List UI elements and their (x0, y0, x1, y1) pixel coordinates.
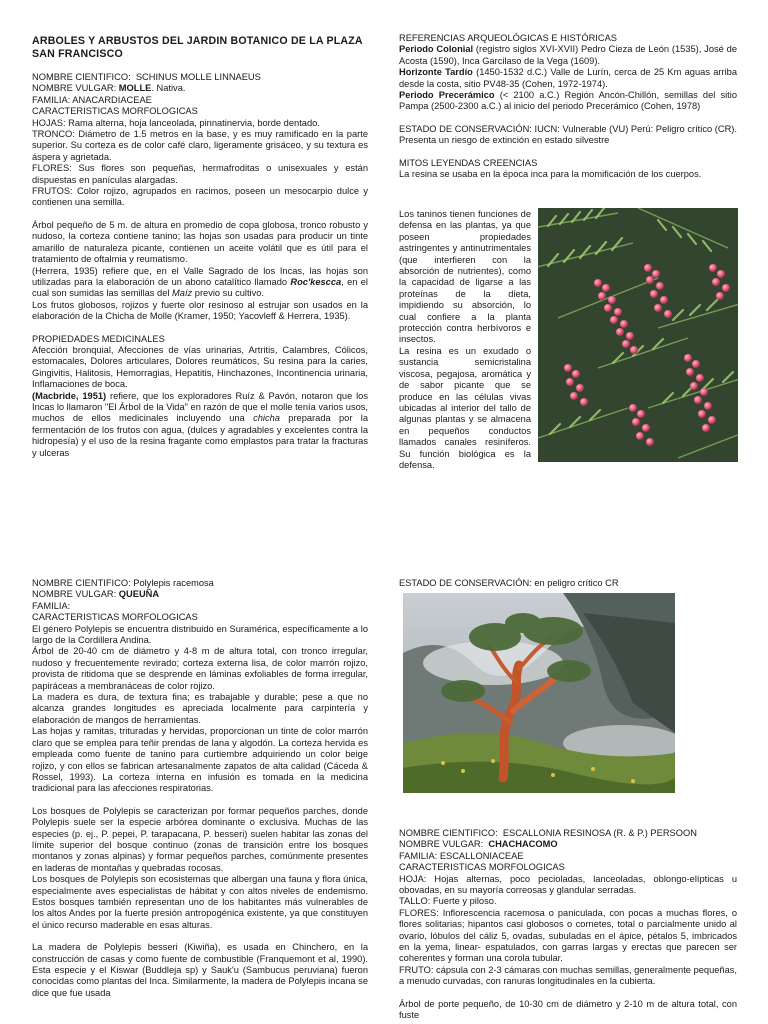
preceramic-period (399, 90, 737, 113)
conservation-status: ESTADO DE CONSERVACIÓN: en peligro crítico CR (399, 578, 619, 588)
tree-description: Árbol de porte pequeño, de 10-30 cm de diámetro y 2-10 m de altura total, con fuste (399, 998, 737, 1021)
wood-paragraph: La madera es dura, de textura fina; es trabajable y durable; pese a que no alcanza grandes longitudes es apreciada localmente para carpintería y elaboración de mangos de herramientas. (32, 692, 368, 725)
references-heading: REFERENCIAS ARQUEOLÓGICAS E HISTÓRICAS (399, 33, 618, 43)
common-name-note: . Nativa. (151, 83, 186, 94)
late-horizon-text: (1450-1532 d.C.) Valle de Lurín, cerca de 25 Km aguas arriba desde la costa, sitio PV48-35 (Cohen, 1972-1974). (399, 67, 737, 89)
conservation-status: ESTADO DE CONSERVACIÓN: IUCN: Vulnerable (VU) Perú: Peligro crítico (CR). Presenta un riesgo de extinción en estado silvestre (399, 123, 737, 146)
tannin-resin-text (399, 209, 531, 471)
page-title: ARBOLES Y ARBUSTOS DEL JARDIN BOTANICO DE LA PLAZA SAN FRANCISCO (32, 35, 363, 60)
chinchero-paragraph: La madera de Polylepis besseri (Kiwiña), es usada en Chinchero, en la construcción de casas y como fuente de combustible (Franquemont et al, 1990). Esta especie y el Kiswar (Buddleja sp) y Sauk'u (Sambucus peruviana) fueron conocidas como plantas del Inca. Similarmente, la madera de Polylepis incana se dice que fue usada (32, 942, 368, 998)
family: FAMILIA: (32, 600, 71, 611)
myths-heading: MITOS LEYENDAS CREENCIAS (399, 157, 538, 168)
maiz-term: Maíz (172, 288, 193, 299)
common-name-value: MOLLE (118, 83, 152, 94)
colonial-period (399, 44, 737, 67)
common-name-label: NOMBRE VULGAR: (399, 839, 484, 850)
leaf-text: HOJA: Hojas alternas, poco pecioladas, lanceoladas, oblongo-elípticas u obovadas, en su mayoría correosas y glandular serradas. (399, 873, 737, 896)
molle-photo-illustration (538, 208, 738, 462)
medicinal-text: Afección bronquial, Afecciones de vías urinarias, Artritis, Calambres, Cólicos, estomacales, Dolores articulares, Dolores reumáticos, Su resina para la caries, Gingivitis, Halitosis, Hemorragias, Hepatitis, Hinchazones, Incontinencia urinaria, Inflamaciones de boca. (32, 344, 368, 390)
scientific-name-value: Polylepis racemosa (133, 578, 214, 588)
colonial-text: (registro siglos XVI-XVII) Pedro Cieza de León (1535), José de Acosta (1590), Inca Garcilaso de la Vega (1609). (399, 44, 737, 66)
stem-text: TALLO: Fuerte y piloso. (399, 896, 497, 907)
scientific-name-value: SCHINUS MOLLE LINNAEUS (135, 72, 261, 82)
forests-paragraph: Los bosques de Polylepis se caracterizan por formar pequeños parches, donde Polylepis suele ser la especie arbórea dominante o exclusiva. Muchas de las especies (p. ej., P. pepei, P. tarapacana, P. besseri) suelen habitar las zonas del límite superior del bosque continuo (zonas de transición entre los bosques montanos y zonas alpinas) y formar pequeños parches, comúnmente presentes en laderas de montañas y quebradas rocosas. (32, 805, 368, 873)
tree-description: Árbol de 20-40 cm de diámetro y 4-8 m de altura total, con tronco irregular, nudoso y frecuentemente revirado; corteza externa lisa, de color marrón rojizo, provista de ritidoma que se desprende en láminas exfoliables de forma irregular, papiráceas a membranáceas de color rojizo. (32, 646, 368, 691)
globose-fruits-paragraph: Los frutos globosos, rojizos y fuerte olor resinoso al estrujar son usados en la elaboración de la Chicha de Molle (Kramer, 1950; Yacovleff & Herrera, 1935). (32, 299, 368, 322)
distribution-paragraph: El género Polylepis se encuentra distribuido en Suramérica, específicamente a lo largo de la Cordillera Andina. (32, 623, 368, 646)
scientific-name (32, 578, 368, 589)
scientific-name-value: ESCALLONIA RESINOSA (R. & P.) PERSOON (502, 828, 697, 838)
fruit-text: FRUTO: cápsula con 2-3 cámaras con muchas semillas, generalmente pequeñas, a menudo curvadas, con ranuras longitudinales en la cubierta. (399, 964, 737, 987)
flowers-text: FLORES: Sus flores son pequeñas, hermafroditas o unisexuales y están dispuestas en panículas alargadas. (32, 163, 368, 185)
rockescca-term: Roc'kescca (290, 276, 342, 287)
herrera-text-a: (Herrera, 1935) refiere que, en el Valle Sagrado de los Incas, las hojas son utilizadas para la elaboración de un abono catalítico llamado (32, 265, 368, 287)
flowers-text: FLORES: Inflorescencia racemosa o paniculada, con pocas a muchas flores, o flores solitarias; hipantos casi globosos o cornetes, total o parcialmente unido al ovario, lóbulos del cáliz 5, ovadas, subuladas en el ápice, pétalos 5, imbricados en la yema, linear- espatulados, con garras largas y erectas que parecen ser coherentes y forman una corola tubular. (399, 907, 737, 964)
chachacomo-section (399, 828, 737, 1022)
molle-section (32, 35, 368, 459)
resin-paragraph: La resina es un exudado o sustancia semicristalina viscosa, pegajosa, aromática y de sabor picante que se produce en las células vivas ubicadas al interior del tallo de algunas plantas y se almacena en pequeños conductos llamados canales resiníferos. Su función biológica es la defensa. (399, 345, 531, 470)
scientific-name-label: NOMBRE CIENTIFICO: (32, 578, 131, 588)
medicinal-heading: PROPIEDADES MEDICINALES (32, 333, 165, 344)
common-name-label: NOMBRE VULGAR: (32, 589, 117, 600)
fruits-text: FRUTOS: Color rojizo, agrupados en racimos, poseen un mesocarpio dulce y contienen una semilla. (32, 186, 368, 208)
scientific-name-label: NOMBRE CIENTIFICO: (399, 828, 498, 838)
ecosystem-paragraph: Los bosques de Polylepis son ecosistemas que albergan una fauna y flora única, especialmente aves especialistas de hábitat y con altos niveles de endemismo. Estos bosques también representan uno de los habitantes más vulnerables de los altos Andes por la fuerte presión antropogénica existente, ya que constituyen el único recurso maderable en esas alturas. (32, 874, 368, 930)
tannins-paragraph: Los taninos tienen funciones de defensa en las plantas, ya que poseen propiedades astringentes y antinutrimentales (que interfieren con la absorción de nutrientes), como la capacidad de ligarse a las proteínas de la dieta, impidiendo su absorción, lo cual confiere a la planta protección contra herbívoros e insectos. (399, 209, 531, 345)
common-name (32, 83, 368, 94)
morphology-heading: CARACTERISTICAS MORFOLOGICAS (32, 612, 198, 623)
common-name-value: CHACHACOMO (488, 839, 558, 850)
common-name (399, 839, 737, 850)
macbride-paragraph (32, 391, 368, 459)
trunk-text: TRONCO: Diámetro de 1.5 metros en la base, y es muy ramificado en la parte superior. Su corteza es de color café claro, ligeramente grisáceo, y su textura es áspera y agrietada. (32, 129, 368, 162)
late-horizon-label: Horizonte Tardío (399, 67, 473, 78)
herrera-text-c: previo su cultivo. (192, 288, 265, 299)
preceramic-text: (< 2100 a.C.) Región Ancón-Chillón, semillas del sitio Pampa (2500-2300 a.C.) al inicio del periodo Precerámico (Cohen, 1978) (399, 90, 737, 112)
scientific-name-label: NOMBRE CIENTIFICO: (32, 72, 131, 82)
chicha-term: chicha (253, 413, 280, 424)
common-name-value: QUEUÑA (118, 589, 160, 600)
macbride-text-b: preparada por la fermentación de los frutos con agua, (dulces y agradables y excelentes contra la hidropesía) y el uso de la resina fragante como emplastos para tratar la fracturas y ulceras (32, 413, 368, 458)
macbride-reference: (Macbride, 1951) (32, 390, 107, 401)
common-name-label: NOMBRE VULGAR: (32, 83, 117, 94)
colonial-label: Periodo Colonial (399, 44, 474, 55)
preceramic-label: Periodo Precerámico (399, 90, 495, 101)
queuna-conservation (399, 578, 737, 589)
family: FAMILIA: ANACARDIACEAE (32, 94, 152, 105)
queuna-section (32, 578, 368, 999)
family: FAMILIA: ESCALLONIACEAE (399, 850, 524, 861)
molle-photo (538, 208, 738, 462)
queuna-photo-illustration (403, 593, 675, 793)
scientific-name (399, 828, 737, 839)
morphology-heading: CARACTERISTICAS MORFOLOGICAS (399, 862, 565, 873)
leaves-text: HOJAS: Rama alterna, hoja lanceolada, pinnatinervia, borde dentado. (32, 117, 320, 128)
macbride-text-a: refiere, que los exploradores Ruíz & Pavón, notaron que los Incas lo llamaron "El Árbol de la Vida" en razón de que el molle tenía varios usos, muchos de ellos medicinales incluyendo una (32, 390, 368, 424)
scientific-name (32, 72, 368, 83)
herrera-paragraph (32, 266, 368, 300)
late-horizon (399, 67, 737, 90)
myths-text: La resina se usaba en la época inca para la momificación de los cuerpos. (399, 169, 702, 180)
queuna-photo (403, 593, 675, 793)
uses-paragraph: Las hojas y ramitas, trituradas y hervidas, proporcionan un tinte de color marrón claro que se emplea para teñir prendas de lana y algodón. La corteza hervida es empleada como fuente de tanino para curtiembre adquiriendo un color beige rojizo, y con ellos se fabrican artesanalmente zapatos de alta calidad (Cáceda & Rossel, 1993). La corteza interna en infusión es tomada en la medicina tradicional para las afecciones respiratorias. (32, 726, 368, 794)
molle-references-section (399, 33, 737, 180)
morphology-heading: CARACTERISTICAS MORFOLOGICAS (32, 106, 198, 117)
tree-description: Árbol pequeño de 5 m. de altura en promedio de copa globosa, tronco robusto y nudoso, la corteza contiene tanino; las hojas son usadas para producir un tinte amarillo de naturaleza picante, contienen un aceite volátil que es útil para el tratamiento de oftalmia y reumatismo. (32, 219, 368, 265)
common-name (32, 589, 368, 600)
herrera-text-b: , en el cual son sumidas las semillas del (32, 276, 368, 299)
